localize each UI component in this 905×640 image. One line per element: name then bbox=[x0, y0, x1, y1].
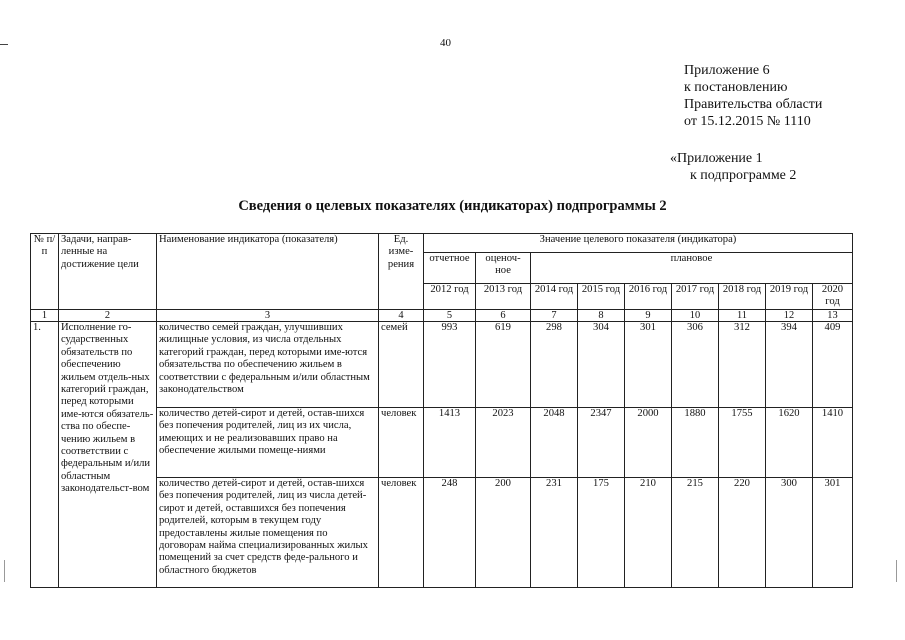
value-cell: 301 bbox=[625, 322, 672, 408]
indicator-cell: количество детей-сирот и детей, остав-шихся без попечения родителей, лиц из числа детей-сирот и детей, оставшихся без попечения родителей, которым в текущем году предоставлены жилые помещения по договорам найма специализированных жилых помещений за счет средств феде-рального и областного бюджетов bbox=[157, 478, 379, 588]
appendix-line: Правительства области bbox=[684, 97, 823, 112]
value-cell: 312 bbox=[719, 322, 766, 408]
column-number: 9 bbox=[625, 310, 672, 322]
value-cell: 1413 bbox=[424, 408, 476, 478]
value-cell: 993 bbox=[424, 322, 476, 408]
edge-mark-right bbox=[896, 560, 897, 582]
unit-cell: человек bbox=[379, 478, 424, 588]
document-title: Сведения о целевых показателях (индикаторах) подпрограммы 2 bbox=[238, 198, 667, 214]
value-cell: 409 bbox=[813, 322, 853, 408]
header-year: 2016 год bbox=[625, 284, 672, 310]
appendix-line: от 15.12.2015 № 1110 bbox=[684, 114, 811, 129]
value-cell: 215 bbox=[672, 478, 719, 588]
appendix2-block bbox=[670, 150, 796, 184]
value-cell: 619 bbox=[476, 322, 531, 408]
header-estimated: оценоч-ное bbox=[476, 253, 531, 284]
header-year: 2018 год bbox=[719, 284, 766, 310]
header-actual: отчетное bbox=[424, 253, 476, 284]
header-num: № п/п bbox=[31, 234, 59, 310]
value-cell: 220 bbox=[719, 478, 766, 588]
header-value-group: Значение целевого показателя (индикатора) bbox=[424, 234, 853, 253]
table-row bbox=[31, 322, 853, 408]
value-cell: 1410 bbox=[813, 408, 853, 478]
edge-mark-left bbox=[4, 560, 5, 582]
value-cell: 304 bbox=[578, 322, 625, 408]
column-number: 1 bbox=[31, 310, 59, 322]
appendix2-line: «Приложение 1 bbox=[670, 151, 763, 166]
header-year: 2017 год bbox=[672, 284, 719, 310]
value-cell: 300 bbox=[766, 478, 813, 588]
value-cell: 1880 bbox=[672, 408, 719, 478]
value-cell: 2048 bbox=[531, 408, 578, 478]
header-tasks: Задачи, направ-ленные на достижение цели bbox=[59, 234, 157, 310]
value-cell: 2000 bbox=[625, 408, 672, 478]
page-number: 40 bbox=[440, 37, 451, 49]
margin-mark bbox=[0, 44, 8, 45]
header-year: 2014 год bbox=[531, 284, 578, 310]
header-year: 2020 год bbox=[813, 284, 853, 310]
value-cell: 301 bbox=[813, 478, 853, 588]
header-year: 2013 год bbox=[476, 284, 531, 310]
column-number: 13 bbox=[813, 310, 853, 322]
value-cell: 200 bbox=[476, 478, 531, 588]
appendix-block bbox=[684, 62, 822, 130]
column-number: 2 bbox=[59, 310, 157, 322]
column-number: 4 bbox=[379, 310, 424, 322]
value-cell: 231 bbox=[531, 478, 578, 588]
column-number: 3 bbox=[157, 310, 379, 322]
value-cell: 1620 bbox=[766, 408, 813, 478]
indicator-cell: количество детей-сирот и детей, остав-шихся без попечения родителей, лиц из их числа, имеющих и не реализовавших право на обеспечение жилыми помеще-ниями bbox=[157, 408, 379, 478]
value-cell: 306 bbox=[672, 322, 719, 408]
header-unit: Ед. изме-рения bbox=[379, 234, 424, 310]
column-number: 5 bbox=[424, 310, 476, 322]
appendix2-line: к подпрограмме 2 bbox=[690, 168, 797, 183]
value-cell: 2023 bbox=[476, 408, 531, 478]
column-number: 8 bbox=[578, 310, 625, 322]
task-cell: Исполнение го-сударственных обязательств по обеспечению жильем отдель-ных категорий граждан, перед которыми име-ются обязатель-ства по обеспе-чению жильем в соответствии с федеральным и/или областным законодательст-вом bbox=[59, 322, 157, 588]
column-number: 11 bbox=[719, 310, 766, 322]
header-year: 2015 год bbox=[578, 284, 625, 310]
value-cell: 394 bbox=[766, 322, 813, 408]
value-cell: 1755 bbox=[719, 408, 766, 478]
unit-cell: семей bbox=[379, 322, 424, 408]
value-cell: 248 bbox=[424, 478, 476, 588]
indicator-cell: количество семей граждан, улучшивших жилищные условия, из числа отдельных категорий граждан, перед которыми име-ются обязательства по обеспечению жильем в соответствии с федеральным и/или областным законодательством bbox=[157, 322, 379, 408]
column-number: 12 bbox=[766, 310, 813, 322]
indicators-table bbox=[30, 233, 853, 588]
value-cell: 210 bbox=[625, 478, 672, 588]
appendix-line: Приложение 6 bbox=[684, 63, 770, 78]
header-year: 2019 год bbox=[766, 284, 813, 310]
value-cell: 298 bbox=[531, 322, 578, 408]
unit-cell: человек bbox=[379, 408, 424, 478]
row-number: 1. bbox=[31, 322, 59, 588]
header-planned: плановое bbox=[531, 253, 853, 284]
value-cell: 175 bbox=[578, 478, 625, 588]
appendix-line: к постановлению bbox=[684, 80, 788, 95]
header-year: 2012 год bbox=[424, 284, 476, 310]
column-number: 6 bbox=[476, 310, 531, 322]
column-number: 7 bbox=[531, 310, 578, 322]
value-cell: 2347 bbox=[578, 408, 625, 478]
column-number: 10 bbox=[672, 310, 719, 322]
header-indicator: Наименование индикатора (показателя) bbox=[157, 234, 379, 310]
